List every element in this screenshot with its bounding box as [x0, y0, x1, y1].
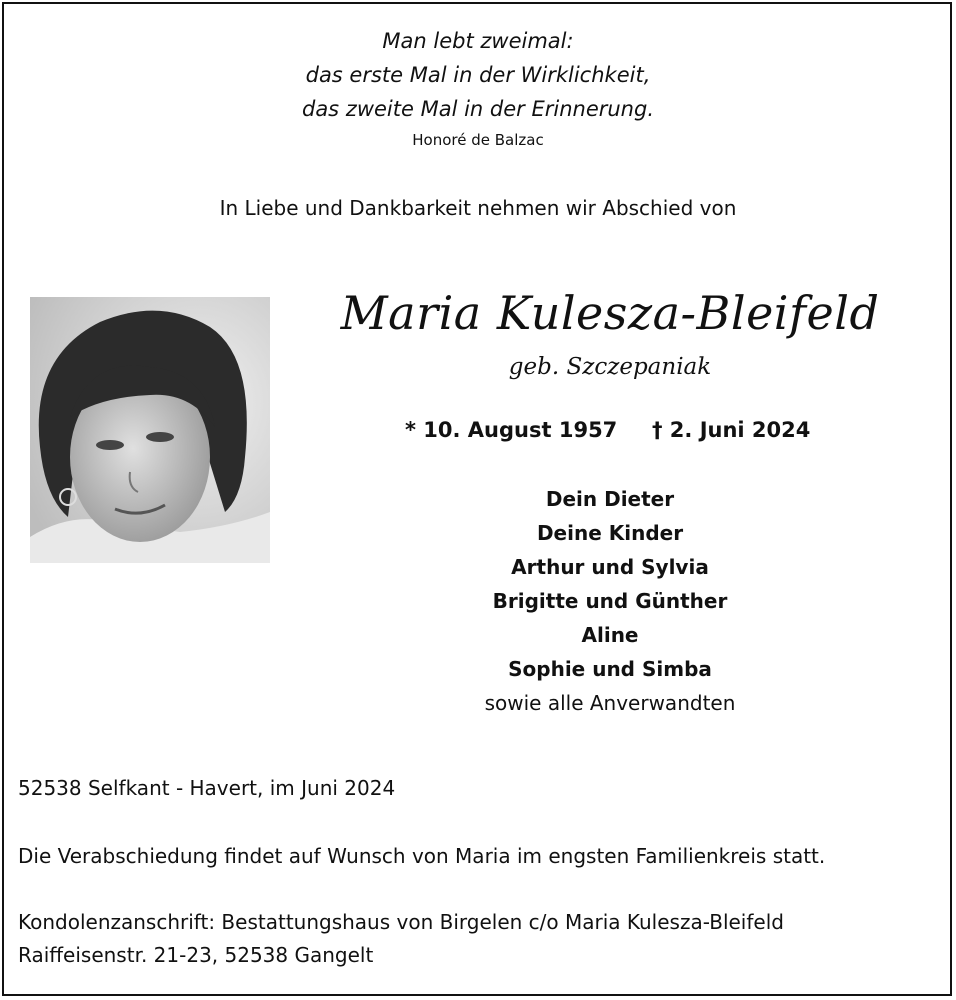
mourner: Dein Dieter	[545, 487, 675, 511]
mourners-list	[340, 482, 880, 720]
mourner: Aline	[581, 623, 639, 647]
relatives-line: sowie alle Anverwandten	[484, 691, 736, 715]
address-line: Kondolenzanschrift: Bestattungshaus von Birgelen c/o Maria Kulesza-Bleifeld	[18, 910, 784, 934]
mourner: Brigitte und Günther	[492, 589, 728, 613]
portrait-photo	[30, 297, 270, 563]
portrait-illustration	[30, 297, 270, 563]
death-date: † 2. Juni 2024	[652, 418, 811, 442]
mourner: Sophie und Simba	[508, 657, 712, 681]
quote-line: das erste Mal in der Wirklichkeit,	[305, 63, 651, 87]
mourner: Arthur und Sylvia	[511, 555, 709, 579]
deceased-name: Maria Kulesza-Bleifeld	[340, 286, 880, 340]
address-line: Raiffeisenstr. 21-23, 52538 Gangelt	[18, 943, 374, 967]
intro-text: In Liebe und Dankbarkeit nehmen wir Abschied von	[219, 196, 737, 220]
place-date: 52538 Selfkant - Havert, im Juni 2024	[18, 776, 396, 800]
maiden-name: geb. Szczepaniak	[508, 354, 712, 380]
condolence-address	[18, 906, 784, 972]
quote	[0, 24, 956, 126]
birth-date: * 10. August 1957	[405, 418, 618, 442]
mourner: Deine Kinder	[536, 521, 684, 545]
farewell-note: Die Verabschiedung findet auf Wunsch von Maria im engsten Familienkreis statt.	[18, 844, 826, 868]
quote-line: Man lebt zweimal:	[382, 29, 574, 53]
quote-author: Honoré de Balzac	[412, 131, 544, 149]
quote-line: das zweite Mal in der Erinnerung.	[301, 97, 654, 121]
